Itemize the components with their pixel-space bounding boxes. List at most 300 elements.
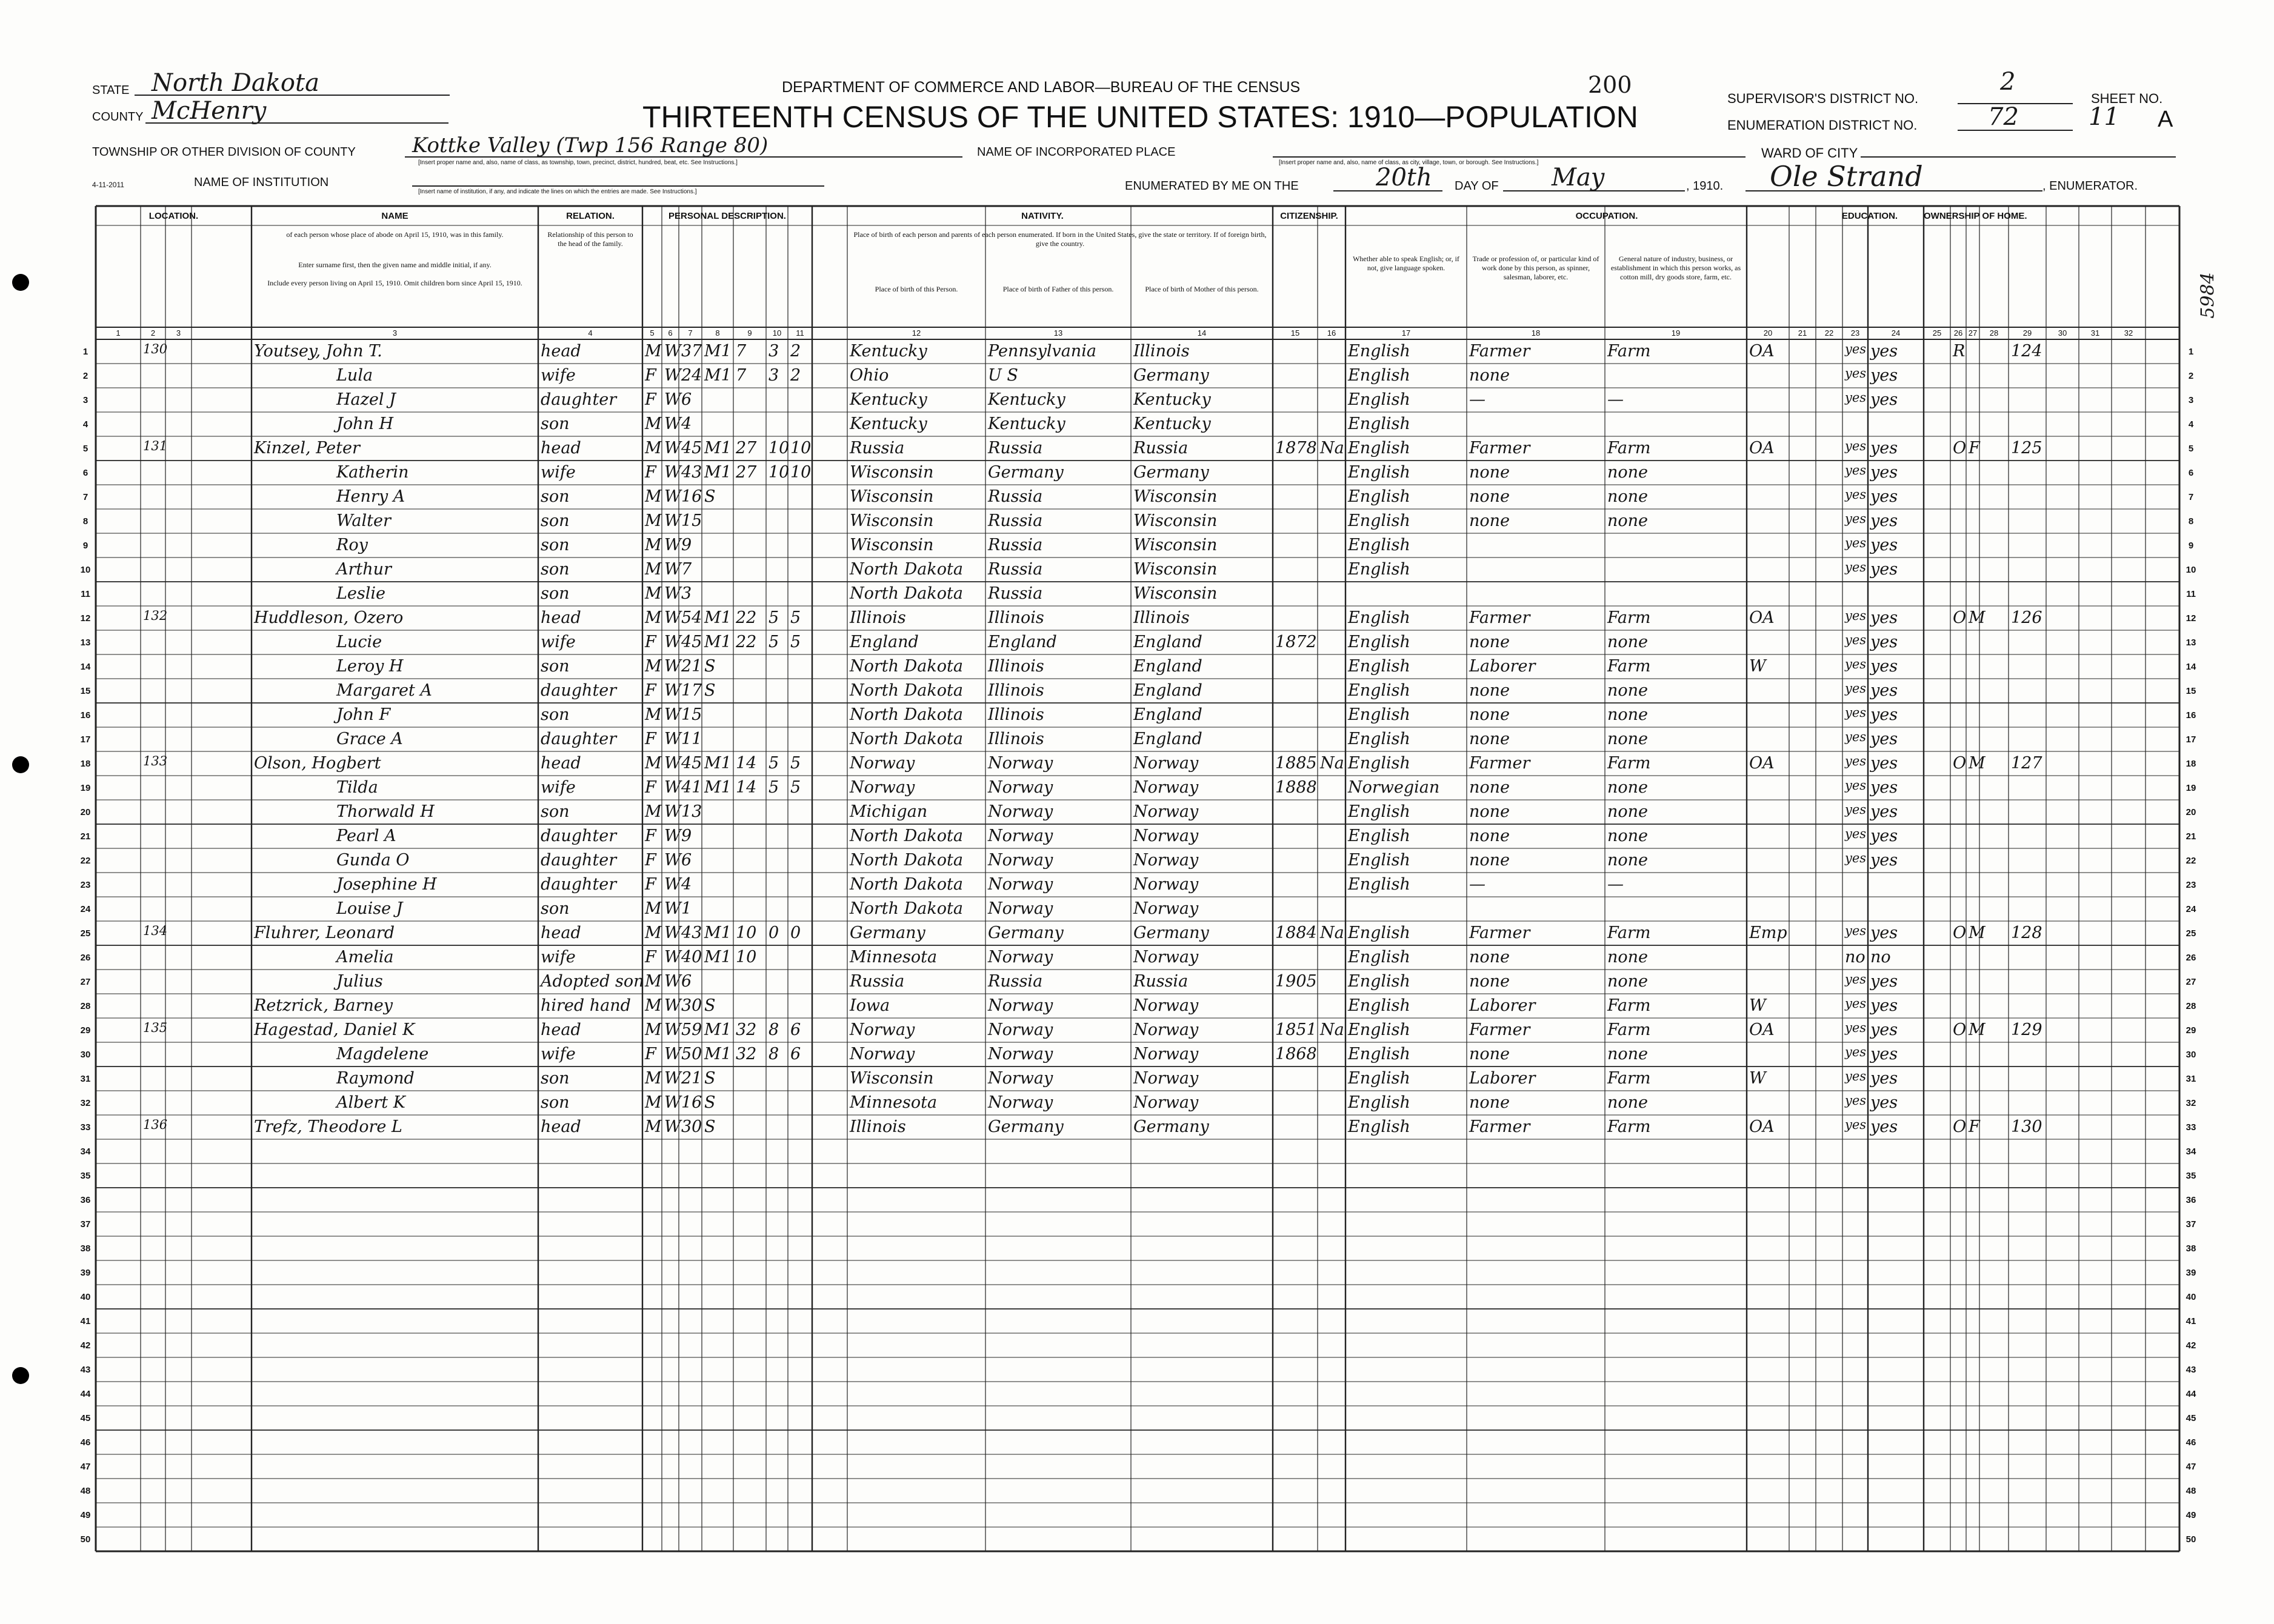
cell-race: W xyxy=(664,584,681,603)
line-number: 46 xyxy=(2186,1437,2196,1448)
cell-write: yes xyxy=(1870,1020,1898,1039)
cell-rel: head xyxy=(541,1117,581,1136)
cell-write: yes xyxy=(1870,778,1898,797)
year-label: , 1910. xyxy=(1686,179,1724,193)
line-number: 14 xyxy=(80,662,91,672)
cell-ch1: 8 xyxy=(769,1020,779,1039)
cell-mar: S xyxy=(704,1093,716,1112)
cell-age: 30 xyxy=(681,996,702,1015)
cell-pob: Norway xyxy=(850,1020,915,1039)
cell-pob: North Dakota xyxy=(850,730,963,748)
cell-lang: English xyxy=(1348,705,1410,724)
cell-read: yes xyxy=(1845,923,1867,938)
cell-lang: English xyxy=(1348,923,1410,942)
cell-sex: M xyxy=(645,705,662,724)
cell-trade: Farmer xyxy=(1469,923,1530,942)
cell-imm: 1878 xyxy=(1275,439,1317,458)
cell-pobf: Illinois xyxy=(988,730,1044,748)
cell-ind: none xyxy=(1607,681,1649,700)
cell-write: yes xyxy=(1870,681,1898,700)
cell-pobf: Norway xyxy=(988,899,1053,918)
cell-trade: none xyxy=(1469,730,1510,748)
cell-sex: M xyxy=(645,511,662,530)
cell-ind: none xyxy=(1607,730,1649,748)
cell-lang: English xyxy=(1348,511,1410,530)
line-number: 34 xyxy=(2186,1146,2196,1157)
line-number: 44 xyxy=(80,1389,91,1399)
cell-age: 17 xyxy=(681,681,702,700)
line-number: 32 xyxy=(80,1098,91,1108)
cell-race: W xyxy=(664,511,681,530)
column-description: Place of birth of this Person. xyxy=(875,285,958,293)
cell-imm: 1872 xyxy=(1275,633,1317,651)
cell-pobf: Norway xyxy=(988,948,1053,967)
cell-ind: none xyxy=(1607,827,1649,845)
cell-pobf: Norway xyxy=(988,1069,1053,1088)
cell-write: no xyxy=(1870,948,1891,967)
cell-ch2: 5 xyxy=(790,778,801,797)
incorporated-note: [Insert proper name and, also, name of class, as city, village, town, or borough. See Instructions.] xyxy=(1279,159,1539,166)
cell-read: yes xyxy=(1845,1117,1867,1132)
line-number: 39 xyxy=(80,1268,91,1278)
cell-pob: Wisconsin xyxy=(850,536,934,554)
cell-lang: English xyxy=(1348,948,1410,967)
cell-rel: head xyxy=(541,342,581,361)
cell-sex: F xyxy=(645,948,656,967)
cell-name: Leroy H xyxy=(336,657,404,676)
cell-dwell: 136 xyxy=(143,1117,168,1132)
supervisor-value: 2 xyxy=(2000,68,2016,96)
column-number: 31 xyxy=(2090,328,2100,338)
cell-pobf: Russia xyxy=(988,439,1043,458)
cell-pob: Germany xyxy=(850,923,925,942)
cell-ind: none xyxy=(1607,972,1649,991)
cell-yrs: 7 xyxy=(736,342,747,361)
cell-trade: none xyxy=(1469,633,1510,651)
cell-age: 37 xyxy=(681,342,702,361)
line-number: 22 xyxy=(2186,856,2196,866)
cell-name: Olson, Hogbert xyxy=(254,754,381,773)
cell-ind: none xyxy=(1607,1093,1649,1112)
column-number: 29 xyxy=(2022,328,2032,338)
cell-pobm: Illinois xyxy=(1133,342,1190,361)
cell-pob: Wisconsin xyxy=(850,487,934,506)
cell-sex: M xyxy=(645,608,662,627)
line-number: 30 xyxy=(80,1050,91,1060)
cell-ch1: 0 xyxy=(769,923,779,942)
column-description: of each person whose place of abode on April 15, 1910, was in this family. xyxy=(286,230,504,239)
cell-pobf: Norway xyxy=(988,851,1053,870)
cell-pobf: Russia xyxy=(988,536,1043,554)
cell-name: Youtsey, John T. xyxy=(254,342,382,361)
cell-race: W xyxy=(664,778,681,797)
cell-age: 59 xyxy=(681,1020,702,1039)
cell-ind: none xyxy=(1607,948,1649,967)
cell-ind: none xyxy=(1607,487,1649,506)
cell-trade: — xyxy=(1469,875,1485,894)
cell-sex: M xyxy=(645,657,662,676)
cell-yrs: 7 xyxy=(736,366,747,385)
line-number: 31 xyxy=(2186,1074,2196,1084)
cell-pob: Michigan xyxy=(850,802,928,821)
cell-rel: son xyxy=(541,584,570,603)
incorporated-label: NAME OF INCORPORATED PLACE xyxy=(977,145,1176,159)
line-number: 35 xyxy=(2186,1171,2196,1181)
cell-pobf: Norway xyxy=(988,754,1053,773)
cell-ind: none xyxy=(1607,778,1649,797)
cell-name: Amelia xyxy=(336,948,394,967)
form-id: 4-11-2011 xyxy=(92,181,124,189)
cell-ch1: 8 xyxy=(769,1045,779,1063)
cell-ch1: 3 xyxy=(769,342,779,361)
line-number: 20 xyxy=(2186,807,2196,817)
cell-race: W xyxy=(664,754,681,773)
cell-name: Lucie xyxy=(336,633,382,651)
cell-imm: 1851 xyxy=(1275,1020,1317,1039)
cell-name: Henry A xyxy=(336,487,405,506)
line-number: 41 xyxy=(2186,1316,2196,1326)
cell-pob: Wisconsin xyxy=(850,1069,934,1088)
cell-age: 11 xyxy=(681,730,702,748)
line-number: 24 xyxy=(2186,904,2196,914)
cell-yrs: 10 xyxy=(736,923,757,942)
cell-ind: — xyxy=(1607,390,1624,409)
cell-sex: M xyxy=(645,899,662,918)
cell-trade: none xyxy=(1469,827,1510,845)
cell-rel: son xyxy=(541,560,570,579)
margin-mark: 5984 xyxy=(2197,272,2219,319)
cell-imm: 1868 xyxy=(1275,1045,1317,1063)
cell-read: yes xyxy=(1845,827,1867,841)
cell-read: yes xyxy=(1845,439,1867,453)
cell-ind: Farm xyxy=(1607,754,1651,773)
cell-pobm: Germany xyxy=(1133,1117,1209,1136)
cell-race: W xyxy=(664,536,681,554)
column-number: 13 xyxy=(1053,328,1063,338)
cell-age: 9 xyxy=(681,536,692,554)
cell-race: W xyxy=(664,1069,681,1088)
column-number: 25 xyxy=(1932,328,1942,338)
cell-mar: S xyxy=(704,657,716,676)
cell-mar: M1 xyxy=(704,923,732,942)
cell-race: W xyxy=(664,439,681,458)
cell-pobm: Norway xyxy=(1133,1069,1199,1088)
cell-age: 50 xyxy=(681,1045,702,1063)
cell-read: yes xyxy=(1845,366,1867,381)
line-number: 45 xyxy=(80,1413,91,1423)
cell-ind: Farm xyxy=(1607,923,1651,942)
cell-write: yes xyxy=(1870,511,1898,530)
cell-trade: none xyxy=(1469,1045,1510,1063)
cell-mar: M1 xyxy=(704,608,732,627)
cell-sex: F xyxy=(645,851,656,870)
line-number: 46 xyxy=(80,1437,91,1448)
line-number: 6 xyxy=(2188,468,2194,478)
cell-sex: M xyxy=(645,1020,662,1039)
cell-pobm: Wisconsin xyxy=(1133,560,1218,579)
cell-trade: — xyxy=(1469,390,1485,409)
cell-race: W xyxy=(664,1117,681,1136)
cell-read: yes xyxy=(1845,1069,1867,1083)
cell-race: W xyxy=(664,633,681,651)
column-number: 15 xyxy=(1290,328,1300,338)
cell-trade: none xyxy=(1469,681,1510,700)
cell-pobf: Germany xyxy=(988,1117,1064,1136)
cell-age: 40 xyxy=(681,948,702,967)
cell-pobm: England xyxy=(1133,730,1202,748)
cell-read: yes xyxy=(1845,1045,1867,1059)
line-number: 1 xyxy=(82,347,88,357)
cell-pobm: Norway xyxy=(1133,754,1199,773)
cell-pob: Minnesota xyxy=(850,1093,938,1112)
supervisor-label: SUPERVISOR'S DISTRICT NO. xyxy=(1727,91,1919,106)
cell-read: yes xyxy=(1845,1093,1867,1108)
column-number: 17 xyxy=(1401,328,1411,338)
cell-pob: Minnesota xyxy=(850,948,938,967)
cell-name: Katherin xyxy=(336,463,409,482)
cell-write: yes xyxy=(1870,1045,1898,1063)
cell-farm: M xyxy=(1969,1020,1986,1039)
column-number: 14 xyxy=(1197,328,1207,338)
cell-race: W xyxy=(664,996,681,1015)
cell-name: Roy xyxy=(336,536,368,554)
cell-pob: North Dakota xyxy=(850,657,963,676)
cell-pobf: Illinois xyxy=(988,608,1044,627)
cell-pobm: England xyxy=(1133,657,1202,676)
cell-write: yes xyxy=(1870,972,1898,991)
column-number: 12 xyxy=(912,328,921,338)
cell-sex: F xyxy=(645,778,656,797)
cell-ch2: 6 xyxy=(790,1020,801,1039)
line-number: 40 xyxy=(2186,1292,2196,1302)
cell-pobf: Norway xyxy=(988,1020,1053,1039)
cell-read: yes xyxy=(1845,996,1867,1011)
cell-sex: F xyxy=(645,366,656,385)
line-number: 3 xyxy=(82,395,88,405)
sheet-value: 11 xyxy=(2089,103,2119,131)
cell-imm: 1905 xyxy=(1275,972,1317,991)
cell-own: O xyxy=(1953,608,1967,627)
cell-trade: Laborer xyxy=(1469,657,1536,676)
line-number: 48 xyxy=(80,1486,91,1496)
cell-yrs: 22 xyxy=(736,633,757,651)
cell-trade: Farmer xyxy=(1469,1117,1530,1136)
cell-pob: North Dakota xyxy=(850,851,963,870)
state-label: STATE xyxy=(92,84,130,97)
cell-ind: Farm xyxy=(1607,657,1651,676)
cell-pobm: Germany xyxy=(1133,463,1209,482)
cell-name: Raymond xyxy=(336,1069,415,1088)
cell-farm: F xyxy=(1969,439,1980,458)
cell-farm: M xyxy=(1969,608,1986,627)
column-number: 22 xyxy=(1824,328,1834,338)
column-number: 10 xyxy=(772,328,782,338)
cell-ch2: 2 xyxy=(790,366,801,385)
cell-pob: North Dakota xyxy=(850,584,963,603)
cell-name: Tilda xyxy=(336,778,378,797)
column-number: 6 xyxy=(668,328,673,338)
cell-pob: Kentucky xyxy=(850,342,927,361)
cell-mar: M1 xyxy=(704,948,732,967)
cell-sex: F xyxy=(645,875,656,894)
cell-own: O xyxy=(1953,754,1967,773)
cell-name: Thorwald H xyxy=(336,802,435,821)
cell-pob: North Dakota xyxy=(850,899,963,918)
cell-rel: wife xyxy=(541,366,576,385)
cell-sex: F xyxy=(645,827,656,845)
line-number: 43 xyxy=(80,1365,91,1375)
cell-ch2: 5 xyxy=(790,633,801,651)
cell-race: W xyxy=(664,827,681,845)
cell-write: yes xyxy=(1870,705,1898,724)
cell-read: yes xyxy=(1845,487,1867,502)
cell-pobf: Norway xyxy=(988,802,1053,821)
cell-read: yes xyxy=(1845,390,1867,405)
cell-sex: M xyxy=(645,754,662,773)
cell-age: 45 xyxy=(681,439,702,458)
line-number: 37 xyxy=(80,1219,91,1230)
cell-rel: daughter xyxy=(541,730,617,748)
cell-read: yes xyxy=(1845,705,1867,720)
cell-mar: S xyxy=(704,1069,716,1088)
line-number: 16 xyxy=(80,710,91,720)
cell-age: 4 xyxy=(681,414,692,433)
cell-lang: English xyxy=(1348,414,1410,433)
cell-emp: OA xyxy=(1749,1117,1775,1136)
cell-sched: 129 xyxy=(2011,1020,2042,1039)
cell-nat: Na xyxy=(1320,754,1344,773)
cell-sex: M xyxy=(645,802,662,821)
cell-pobf: U S xyxy=(988,366,1018,385)
cell-trade: none xyxy=(1469,705,1510,724)
cell-race: W xyxy=(664,1093,681,1112)
cell-write: yes xyxy=(1870,802,1898,821)
cell-race: W xyxy=(664,923,681,942)
cell-read: no xyxy=(1845,948,1866,967)
cell-farm: F xyxy=(1969,1117,1980,1136)
cell-write: yes xyxy=(1870,657,1898,676)
cell-pob: Norway xyxy=(850,754,915,773)
enumeration-value: 72 xyxy=(1988,103,2019,131)
cell-lang: English xyxy=(1348,1069,1410,1088)
line-number: 5 xyxy=(2188,444,2194,454)
institution-note: [Insert name of institution, if any, and indicate the lines on which the entries are made. See Instructions.] xyxy=(418,188,697,195)
line-number: 11 xyxy=(2186,589,2196,599)
line-number: 21 xyxy=(2186,831,2196,842)
line-number: 9 xyxy=(2188,541,2194,551)
cell-pobf: Kentucky xyxy=(988,414,1065,433)
cell-rel: son xyxy=(541,536,570,554)
enumeration-label: ENUMERATION DISTRICT NO. xyxy=(1727,118,1918,133)
column-number: 26 xyxy=(1953,328,1963,338)
column-number: 4 xyxy=(588,328,593,338)
cell-pobm: England xyxy=(1133,681,1202,700)
cell-mar: M1 xyxy=(704,633,732,651)
cell-trade: none xyxy=(1469,1093,1510,1112)
line-number: 36 xyxy=(80,1195,91,1205)
cell-pob: North Dakota xyxy=(850,827,963,845)
cell-farm: M xyxy=(1969,754,1986,773)
line-number: 44 xyxy=(2186,1389,2196,1399)
cell-pob: Iowa xyxy=(850,996,890,1015)
cell-sex: M xyxy=(645,923,662,942)
cell-trade: Farmer xyxy=(1469,1020,1530,1039)
cell-ind: Farm xyxy=(1607,1020,1651,1039)
cell-mar: M1 xyxy=(704,366,732,385)
cell-name: Pearl A xyxy=(336,827,396,845)
cell-age: 16 xyxy=(681,487,702,506)
cell-trade: none xyxy=(1469,487,1510,506)
cell-ind: none xyxy=(1607,802,1649,821)
cell-sched: 130 xyxy=(2011,1117,2042,1136)
column-description: Trade or profession of, or particular kind of work done by this person, as spinner, salesman, laborer, etc. xyxy=(1472,255,1599,281)
line-number: 24 xyxy=(80,904,91,914)
line-number: 18 xyxy=(2186,759,2196,769)
cell-emp: W xyxy=(1749,1069,1766,1088)
cell-pob: North Dakota xyxy=(850,705,963,724)
column-number: 23 xyxy=(1850,328,1860,338)
cell-pobm: Norway xyxy=(1133,948,1199,967)
cell-name: Hagestad, Daniel K xyxy=(254,1020,415,1039)
cell-pob: England xyxy=(850,633,919,651)
cell-ind: none xyxy=(1607,705,1649,724)
column-description: Whether able to speak English; or, if not, give language spoken. xyxy=(1353,255,1459,272)
cell-ch1: 5 xyxy=(769,778,779,797)
cell-rel: son xyxy=(541,511,570,530)
cell-trade: none xyxy=(1469,802,1510,821)
cell-own: O xyxy=(1953,1117,1967,1136)
cell-mar: M1 xyxy=(704,1020,732,1039)
cell-age: 21 xyxy=(681,1069,702,1088)
column-number: 19 xyxy=(1671,328,1681,338)
cell-sex: F xyxy=(645,390,656,409)
cell-ch1: 5 xyxy=(769,608,779,627)
cell-lang: English xyxy=(1348,996,1410,1015)
cell-rel: wife xyxy=(541,1045,576,1063)
cell-ch2: 10 xyxy=(790,463,812,482)
cell-sex: M xyxy=(645,487,662,506)
cell-ch1: 5 xyxy=(769,754,779,773)
cell-lang: English xyxy=(1348,633,1410,651)
cell-ind: Farm xyxy=(1607,1117,1651,1136)
cell-trade: Farmer xyxy=(1469,439,1530,458)
cell-race: W xyxy=(664,390,681,409)
cell-name: Huddleson, Ozero xyxy=(254,608,404,627)
line-number: 2 xyxy=(2188,371,2194,381)
column-number: 30 xyxy=(2058,328,2067,338)
cell-read: yes xyxy=(1845,851,1867,865)
cell-sex: F xyxy=(645,730,656,748)
group-header: PERSONAL DESCRIPTION. xyxy=(669,211,786,221)
cell-age: 43 xyxy=(681,463,702,482)
line-number: 22 xyxy=(80,856,91,866)
cell-pob: Illinois xyxy=(850,1117,906,1136)
cell-dwell: 132 xyxy=(143,608,168,623)
cell-trade: none xyxy=(1469,778,1510,797)
cell-dwell: 131 xyxy=(143,439,168,453)
cell-lang: English xyxy=(1348,754,1410,773)
line-number: 16 xyxy=(2186,710,2196,720)
cell-lang: English xyxy=(1348,827,1410,845)
column-number: 3 xyxy=(176,328,181,338)
cell-pobm: Norway xyxy=(1133,802,1199,821)
group-header: NAME xyxy=(381,211,408,221)
cell-ch2: 2 xyxy=(790,342,801,361)
cell-trade: Farmer xyxy=(1469,608,1530,627)
cell-sex: M xyxy=(645,439,662,458)
line-number: 15 xyxy=(80,686,91,696)
cell-write: yes xyxy=(1870,439,1898,458)
